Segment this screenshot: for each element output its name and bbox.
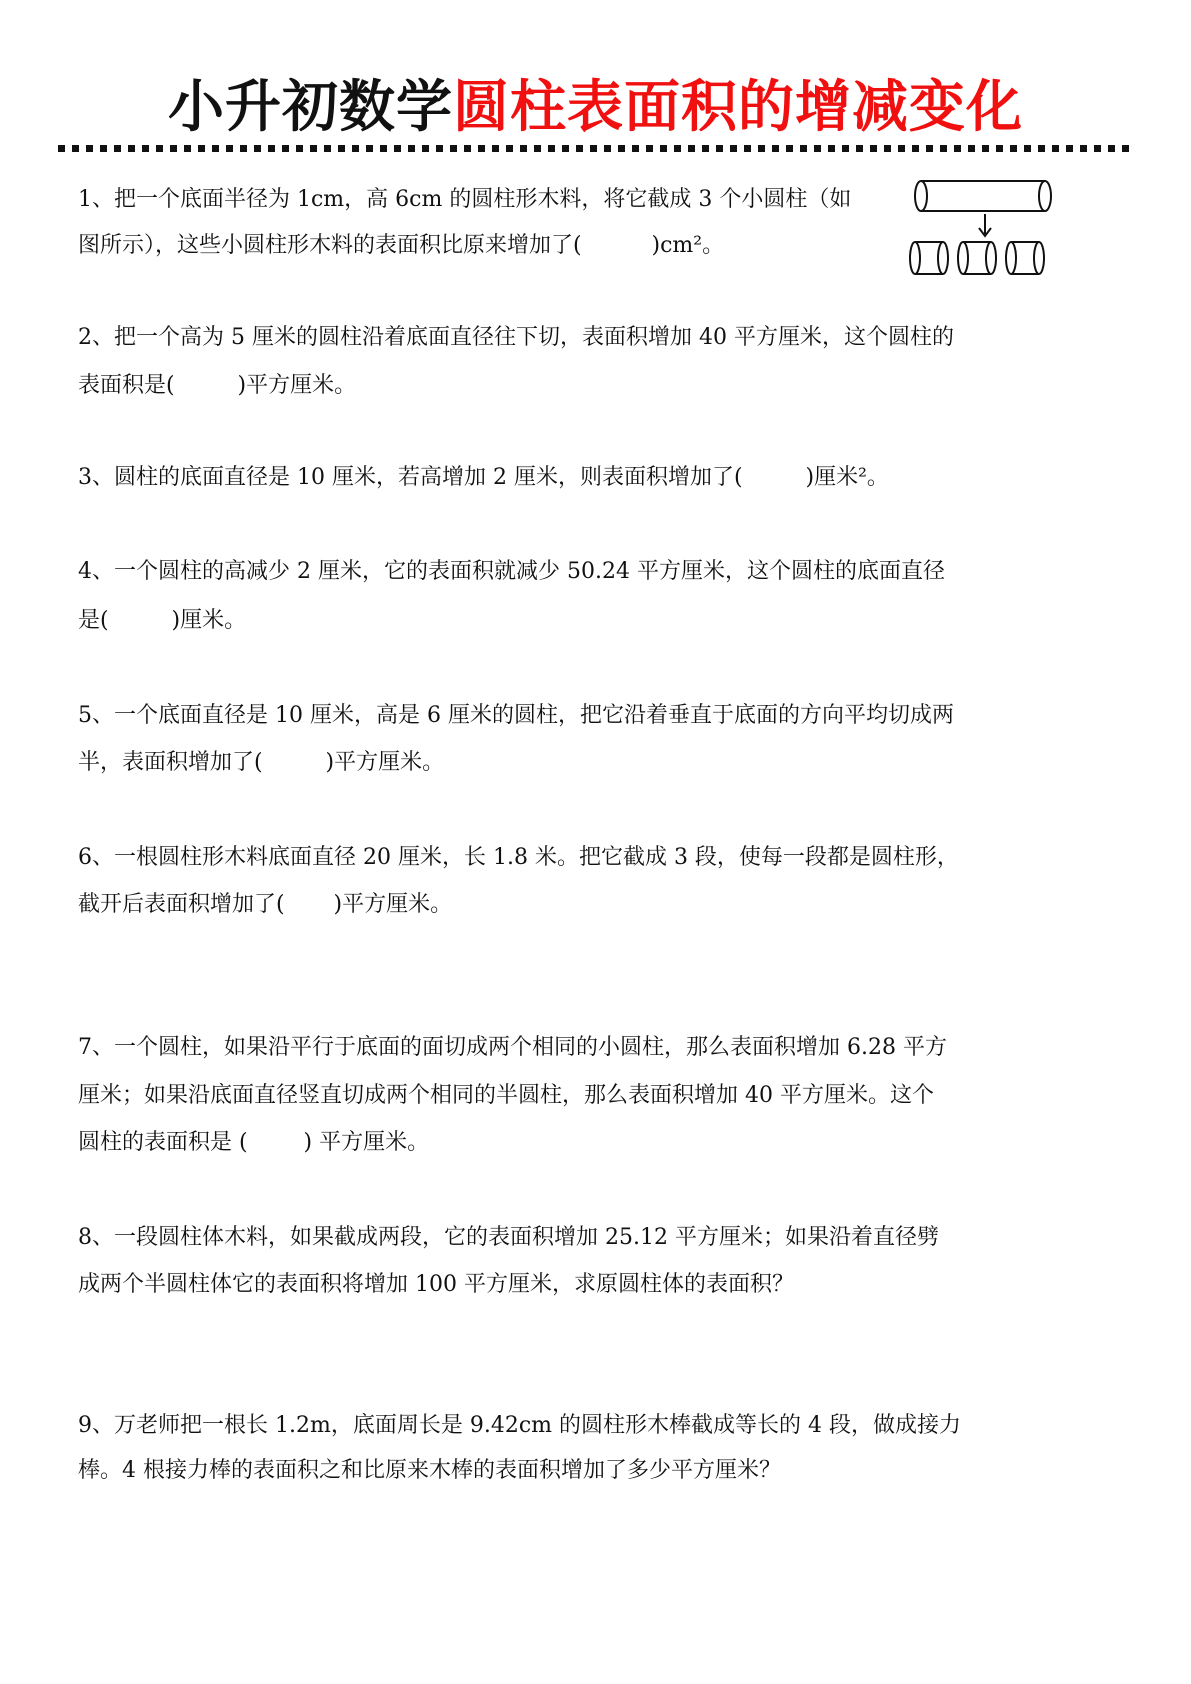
title-red: 圆柱表面积的增减变化	[453, 75, 1023, 140]
q6-line1: 6、一根圆柱形木料底面直径 20 厘米，长 1.8 米。把它截成 3 段，使每一段都是圆柱形，	[78, 845, 959, 870]
q4-line1: 4、一个圆柱的高减少 2 厘米，它的表面积就减少 50.24 平方厘米，这个圆柱的底面直径	[78, 559, 945, 584]
page-title	[0, 76, 1191, 140]
q7-line2: 厘米；如果沿底面直径竖直切成两个相同的半圆柱，那么表面积增加 40 平方厘米。这个	[78, 1083, 934, 1108]
q7-line1: 7、一个圆柱，如果沿平行于底面的面切成两个相同的小圆柱，那么表面积增加 6.28 平方	[78, 1035, 947, 1060]
q9-line1: 9、万老师把一根长 1.2m，底面周长是 9.42cm 的圆柱形木棒截成等长的 4 段，做成接力	[78, 1413, 961, 1438]
cylinder-cut-figure	[905, 172, 1065, 282]
q8-line1: 8、一段圆柱体木料，如果截成两段，它的表面积增加 25.12 平方厘米；如果沿着直径劈	[78, 1225, 939, 1250]
q4-line2: 是( )厘米。	[78, 608, 247, 633]
q2-line2: 表面积是( )平方厘米。	[78, 373, 357, 398]
q6-line2: 截开后表面积增加了( )平方厘米。	[78, 892, 453, 917]
q7-line3: 圆柱的表面积是 ( ) 平方厘米。	[78, 1130, 430, 1155]
q5-line2: 半，表面积增加了( )平方厘米。	[78, 750, 445, 775]
q1-line1: 1、把一个底面半径为 1cm，高 6cm 的圆柱形木料，将它截成 3 个小圆柱（如	[78, 187, 852, 212]
q5-line1: 5、一个底面直径是 10 厘米，高是 6 厘米的圆柱，把它沿着垂直于底面的方向平均切成两	[78, 703, 954, 728]
q2-line1: 2、把一个高为 5 厘米的圆柱沿着底面直径往下切，表面积增加 40 平方厘米，这个圆柱的	[78, 325, 954, 350]
q8-line2: 成两个半圆柱体它的表面积将增加 100 平方厘米，求原圆柱体的表面积？	[78, 1272, 794, 1297]
title-black: 小升初数学	[168, 75, 453, 140]
dotted-divider	[58, 145, 1134, 152]
q9-line2: 棒。4 根接力棒的表面积之和比原来木棒的表面积增加了多少平方厘米？	[78, 1458, 781, 1483]
q3-line1: 3、圆柱的底面直径是 10 厘米，若高增加 2 厘米，则表面积增加了( )厘米²。	[78, 465, 889, 490]
q1-line2: 图所示），这些小圆柱形木料的表面积比原来增加了( )cm²。	[78, 233, 725, 258]
